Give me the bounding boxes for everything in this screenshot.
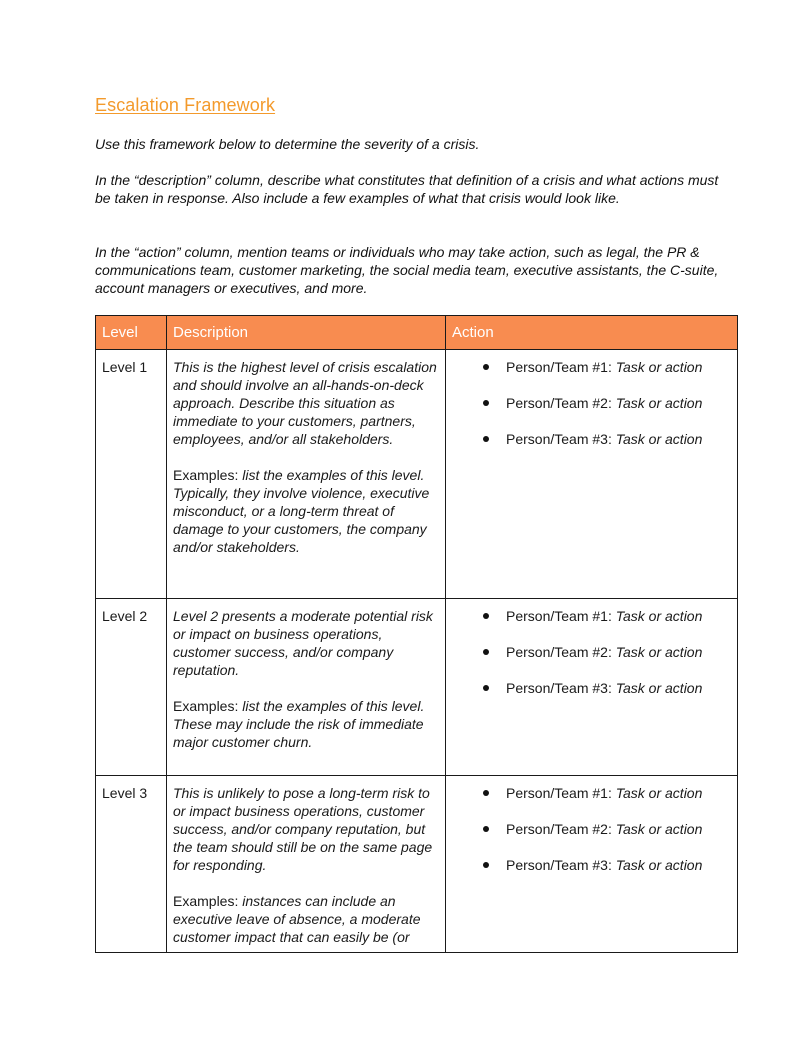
action-cell (446, 350, 738, 599)
header-description: Description (167, 316, 446, 350)
page-title: Escalation Framework (95, 95, 276, 115)
examples-body: list the examples of this level. These may include the risk of immediate major customer churn. (173, 698, 425, 750)
header-action: Action (446, 316, 738, 350)
table-row (96, 776, 738, 953)
action-task: Task or action (615, 821, 703, 837)
description-cell (167, 599, 446, 776)
escalation-table (95, 315, 738, 953)
action-task: Task or action (615, 644, 703, 660)
examples-body: instances can include an executive leave of absence, a moderate customer impact that can easily be (or (173, 893, 421, 945)
examples-text (173, 466, 439, 556)
action-task: Task or action (615, 608, 703, 624)
examples-label: Examples: (173, 698, 243, 714)
examples-body: list the examples of this level. Typically, they involve violence, executive misconduct, or a long-term threat of damage to your customers, the company and/or stakeholders. (173, 467, 430, 555)
action-owner: Person/Team #3: (506, 431, 616, 447)
level-cell: Level 3 (96, 776, 167, 953)
description-text: This is the highest level of crisis escalation and should involve an all-hands-on-deck approach. Describe this situation as immediate to your customers, partners, employees, and/or all stakeholders. (173, 359, 437, 447)
action-owner: Person/Team #2: (506, 644, 616, 660)
action-owner: Person/Team #3: (506, 680, 616, 696)
description-cell (167, 776, 446, 953)
action-list (452, 358, 731, 448)
description-text: This is unlikely to pose a long-term risk to or impact business operations, customer success, and/or company reputation, but the team should still be on the same page for responding. (173, 785, 433, 873)
action-column-instructions: In the “action” column, mention teams or individuals who may take action, such as legal, the PR & communications team, customer marketing, the social media team, executive assistants, the C-suite, account managers or executives, and more. (95, 244, 719, 296)
action-task: Task or action (615, 431, 703, 447)
description-cell (167, 350, 446, 599)
table-header-row (96, 316, 738, 350)
action-item (480, 430, 731, 448)
level-cell: Level 1 (96, 350, 167, 599)
action-item (480, 394, 731, 412)
action-item (480, 358, 731, 376)
action-item (480, 856, 731, 874)
action-owner: Person/Team #1: (506, 359, 616, 375)
action-item (480, 820, 731, 838)
action-item (480, 643, 731, 661)
description-text: Level 2 presents a moderate potential risk or impact on business operations, customer success, and/or company reputation. (173, 608, 433, 678)
action-list (452, 784, 731, 874)
action-owner: Person/Team #2: (506, 395, 616, 411)
action-item (480, 607, 731, 625)
action-cell (446, 599, 738, 776)
action-item (480, 784, 731, 802)
table-row (96, 599, 738, 776)
header-level: Level (96, 316, 167, 350)
action-owner: Person/Team #1: (506, 785, 616, 801)
level-cell: Level 2 (96, 599, 167, 776)
intro-paragraph: Use this framework below to determine the severity of a crisis. (95, 136, 480, 152)
action-cell (446, 776, 738, 953)
action-task: Task or action (615, 857, 703, 873)
action-owner: Person/Team #1: (506, 608, 616, 624)
action-owner: Person/Team #2: (506, 821, 616, 837)
examples-label: Examples: (173, 893, 243, 909)
examples-label: Examples: (173, 467, 243, 483)
examples-text (173, 892, 439, 946)
action-item (480, 679, 731, 697)
action-task: Task or action (615, 359, 703, 375)
description-column-instructions: In the “description” column, describe what constitutes that definition of a crisis and what actions must be taken in response. Also include a few examples of what that crisis would look like. (95, 172, 719, 206)
action-task: Task or action (615, 785, 703, 801)
table-row (96, 350, 738, 599)
action-owner: Person/Team #3: (506, 857, 616, 873)
action-task: Task or action (615, 395, 703, 411)
examples-text (173, 697, 439, 751)
action-task: Task or action (615, 680, 703, 696)
action-list (452, 607, 731, 697)
